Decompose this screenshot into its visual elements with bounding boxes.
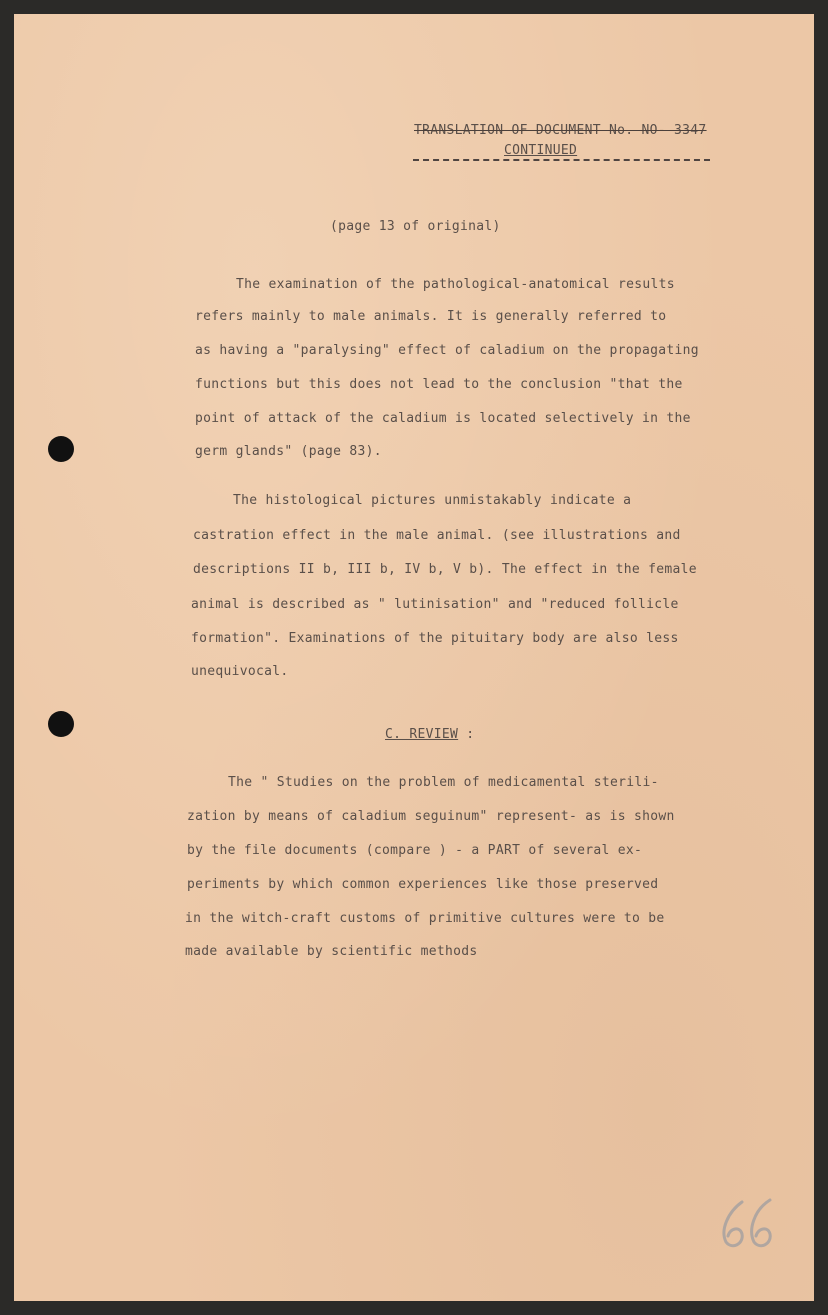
paragraph3-line: by the file documents (compare ) - a PART of several ex- — [187, 843, 643, 858]
punch-hole — [48, 436, 74, 462]
paragraph2-line: castration effect in the male animal. (see illustrations and — [193, 528, 681, 543]
paragraph3-line: periments by which common experiences like those preserved — [187, 877, 659, 892]
paragraph2-line: unequivocal. — [191, 664, 289, 679]
paragraph2-line: formation". Examinations of the pituitary body are also less — [191, 631, 679, 646]
section-heading-colon: : — [466, 727, 475, 742]
paragraph1-line: point of attack of the caladium is located selectively in the — [195, 411, 691, 426]
paragraph3-line: in the witch-craft customs of primitive cultures were to be — [185, 911, 665, 926]
header-rule — [413, 159, 710, 161]
paragraph1-line: germ glands" (page 83). — [195, 444, 382, 459]
paragraph1-line: functions but this does not lead to the conclusion "that the — [195, 377, 683, 392]
punch-hole — [48, 711, 74, 737]
document-page — [14, 14, 814, 1301]
document-header-continued: CONTINUED — [504, 143, 578, 158]
handwritten-page-number-mark — [714, 1194, 784, 1254]
paragraph3-line: made available by scientific methods — [185, 944, 478, 959]
document-header-title: TRANSLATION OF DOCUMENT No. NO- 3347 — [414, 123, 707, 138]
paragraph2-line: The histological pictures unmistakably indicate a — [233, 493, 632, 508]
paragraph1-line: refers mainly to male animals. It is generally referred to — [195, 309, 667, 324]
paragraph3-line: The " Studies on the problem of medicamental sterili- — [228, 775, 659, 790]
section-heading-title: C. REVIEW — [385, 727, 459, 742]
paragraph1-line: as having a "paralysing" effect of caladium on the propagating — [195, 343, 699, 358]
section-heading — [385, 727, 474, 742]
paragraph3-line: zation by means of caladium seguinum" represent- as is shown — [187, 809, 675, 824]
paragraph2-line: descriptions II b, III b, IV b, V b). The effect in the female — [193, 562, 697, 577]
paragraph1-line: The examination of the pathological-anatomical results — [236, 277, 675, 292]
paragraph2-line: animal is described as " lutinisation" and "reduced follicle — [191, 597, 679, 612]
page-reference: (page 13 of original) — [330, 219, 501, 234]
